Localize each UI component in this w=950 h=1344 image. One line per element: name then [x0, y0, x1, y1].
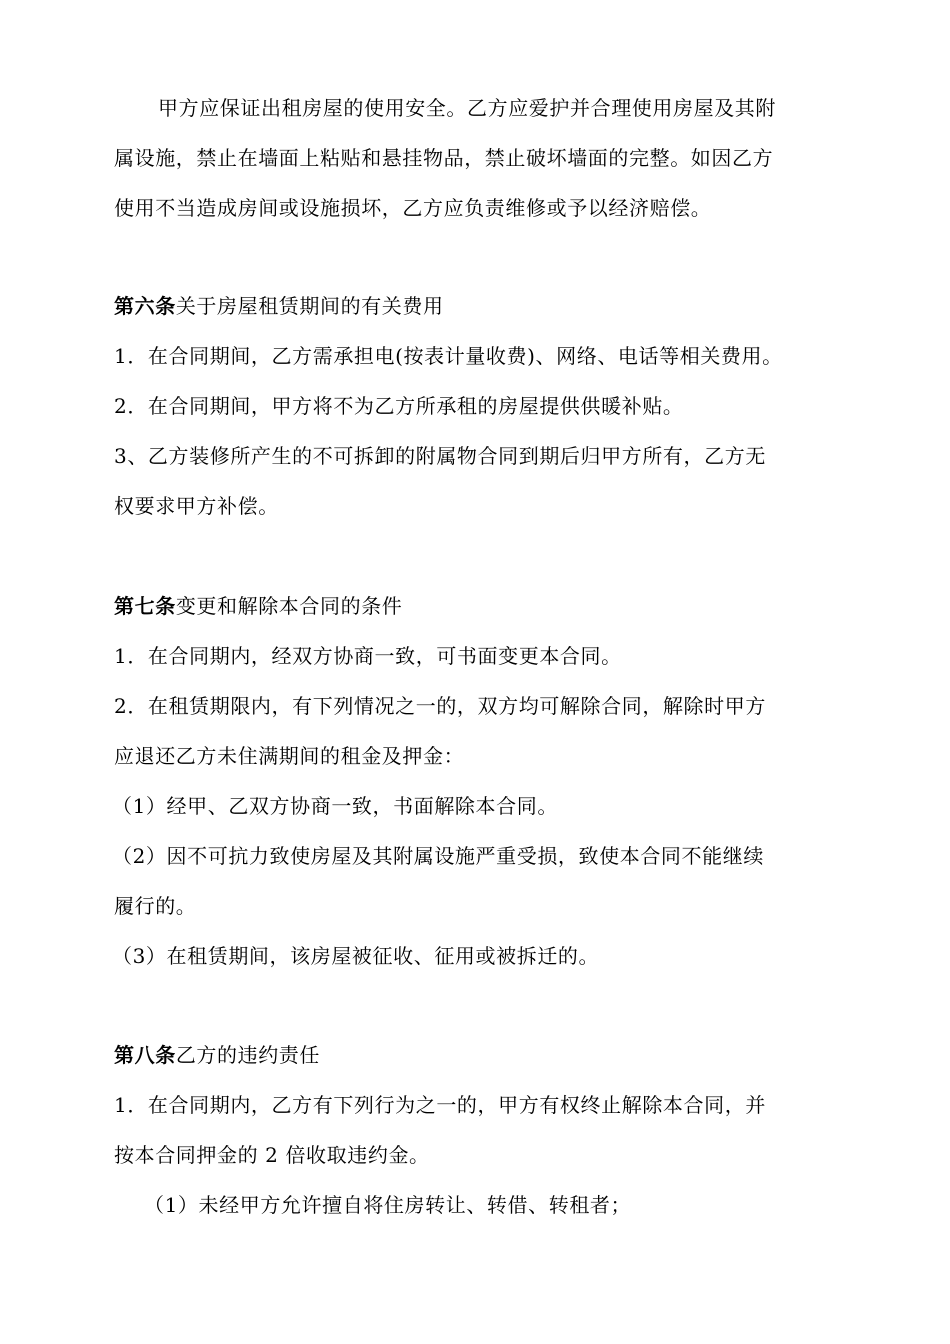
- article7-item-2-cont: 应退还乙方未住满期间的租金及押金：: [114, 744, 465, 768]
- article7-label: 第七条: [114, 594, 176, 618]
- article6-label: 第六条: [114, 294, 176, 318]
- article6-item-3-cont: 权要求甲方补偿。: [114, 494, 279, 518]
- article8-item-1: 1．在合同期内，乙方有下列行为之一的，甲方有权终止解除本合同，并: [114, 1093, 766, 1117]
- article8-heading: [114, 1043, 844, 1067]
- article8-label: 第八条: [114, 1043, 176, 1067]
- article7-heading: [114, 594, 844, 618]
- intro-line-2: 属设施，禁止在墙面上粘贴和悬挂物品，禁止破坏墙面的完整。如因乙方: [114, 146, 774, 170]
- article7-title: 变更和解除本合同的条件: [175, 594, 403, 618]
- article7-subitem-2-cont: 履行的。: [114, 894, 197, 918]
- article7-subitem-3: （3）在租赁期间，该房屋被征收、征用或被拆迁的。: [112, 944, 600, 968]
- article8-item-1-cont: 按本合同押金的 2 倍收取违约金。: [114, 1143, 430, 1167]
- article7-item-2: 2．在租赁期限内，有下列情况之一的，双方均可解除合同，解除时甲方: [114, 694, 766, 718]
- article7-subitem-1: （1）经甲、乙双方协商一致，书面解除本合同。: [112, 794, 558, 818]
- article6-title: 关于房屋租赁期间的有关费用: [175, 294, 444, 318]
- article8-subitem-1: （1）未经甲方允许擅自将住房转让、转借、转租者；: [144, 1193, 632, 1217]
- article7-subitem-2: （2）因不可抗力致使房屋及其附属设施严重受损，致使本合同不能继续: [112, 844, 764, 868]
- article6-item-2: 2．在合同期间，甲方将不为乙方所承租的房屋提供供暖补贴。: [114, 394, 684, 418]
- intro-line-1: 甲方应保证出租房屋的使用安全。乙方应爱护并合理使用房屋及其附: [158, 96, 776, 120]
- article6-item-3: 3、乙方装修所产生的不可拆卸的附属物合同到期后归甲方所有，乙方无: [114, 444, 766, 468]
- article6-heading: [114, 294, 844, 318]
- article8-title: 乙方的违约责任: [175, 1043, 321, 1067]
- article6-item-1: 1．在合同期间，乙方需承担电(按表计量收费)、网络、电话等相关费用。: [114, 344, 783, 368]
- intro-line-3: 使用不当造成房间或设施损坏，乙方应负责维修或予以经济赔偿。: [114, 196, 712, 220]
- article7-item-1: 1．在合同期内，经双方协商一致，可书面变更本合同。: [114, 644, 622, 668]
